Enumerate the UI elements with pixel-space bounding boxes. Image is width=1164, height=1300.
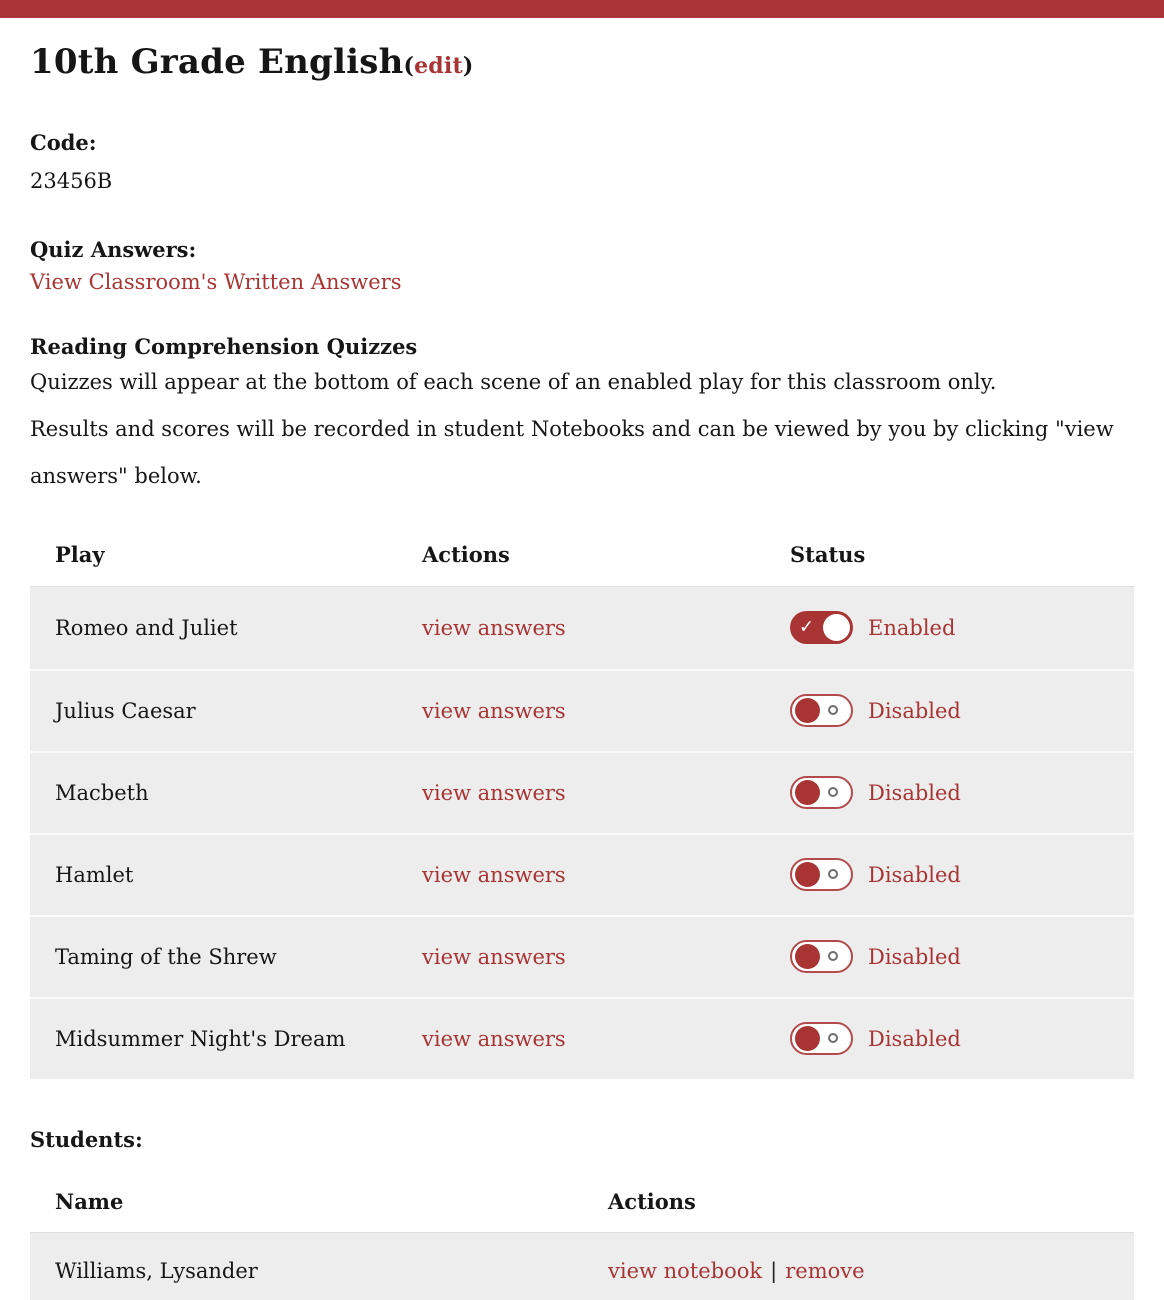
play-title: Taming of the Shrew: [55, 944, 277, 969]
description-line: Results and scores will be recorded in student Notebooks and can be viewed by you by clicking "view answers" below.: [30, 416, 1114, 488]
status-toggle[interactable]: [790, 611, 853, 644]
students-table-header: [30, 1172, 1134, 1232]
page-title: [30, 40, 1134, 86]
status-cell: [790, 776, 1134, 809]
plays-header-actions: Actions: [422, 542, 510, 568]
status-cell: [790, 611, 1134, 644]
status-toggle[interactable]: [790, 776, 853, 809]
view-answers-link[interactable]: view answers: [422, 698, 566, 723]
view-answers-link[interactable]: view answers: [422, 862, 566, 887]
classroom-title: 10th Grade English: [30, 42, 404, 82]
off-dot-icon: [828, 869, 838, 879]
toggle-knob: [795, 944, 820, 969]
plays-header-play: Play: [55, 542, 105, 568]
toggle-knob: [795, 862, 820, 887]
status-toggle[interactable]: [790, 940, 853, 973]
reading-quizzes-description: [30, 359, 1134, 500]
off-dot-icon: [828, 787, 838, 797]
status-label: Disabled: [868, 698, 961, 723]
remove-link[interactable]: remove: [785, 1258, 865, 1283]
quiz-answers-label: Quiz Answers:: [30, 236, 197, 262]
students-heading: Students:: [30, 1126, 143, 1152]
view-answers-link[interactable]: view answers: [422, 615, 566, 640]
student-name: Williams, Lysander: [55, 1258, 258, 1283]
status-cell: [790, 940, 1134, 973]
description-line: Quizzes will appear at the bottom of each scene of an enabled play for this classroom only.: [30, 369, 997, 394]
plays-table-body: [30, 586, 1134, 1079]
toggle-knob: [795, 780, 820, 805]
view-notebook-link[interactable]: view notebook: [608, 1258, 763, 1283]
plays-header-status: Status: [790, 542, 866, 568]
play-row: [30, 669, 1134, 751]
status-toggle[interactable]: [790, 1022, 853, 1055]
play-title: Romeo and Juliet: [55, 615, 238, 640]
view-classroom-answers-link[interactable]: View Classroom's Written Answers: [30, 269, 402, 294]
student-row: [30, 1233, 1134, 1300]
off-dot-icon: [828, 705, 838, 715]
play-row: [30, 751, 1134, 833]
off-dot-icon: [828, 1033, 838, 1043]
status-cell: [790, 858, 1134, 891]
play-row: [30, 587, 1134, 669]
edit-paren-open: (: [403, 53, 415, 79]
student-actions: [608, 1233, 1134, 1283]
top-accent-bar: [0, 0, 1164, 18]
toggle-knob: [795, 698, 820, 723]
status-label: Disabled: [868, 780, 961, 805]
page-content: [0, 40, 1164, 1300]
check-icon: ✓: [799, 616, 815, 638]
play-title: Midsummer Night's Dream: [55, 1026, 346, 1051]
view-answers-link[interactable]: view answers: [422, 780, 566, 805]
status-label: Enabled: [868, 615, 956, 640]
play-row: [30, 915, 1134, 997]
status-toggle[interactable]: [790, 694, 853, 727]
status-label: Disabled: [868, 944, 961, 969]
play-row: [30, 833, 1134, 915]
code-label: Code:: [30, 129, 97, 155]
edit-link[interactable]: edit: [414, 53, 463, 79]
reading-quizzes-heading: Reading Comprehension Quizzes: [30, 333, 418, 359]
edit-wrapper: [404, 53, 474, 79]
status-cell: [790, 1022, 1134, 1055]
play-title: Julius Caesar: [55, 698, 196, 723]
view-answers-link[interactable]: view answers: [422, 944, 566, 969]
edit-paren-close: ): [462, 53, 474, 79]
toggle-knob: [823, 614, 850, 641]
status-label: Disabled: [868, 862, 961, 887]
students-table-body: [30, 1232, 1134, 1300]
plays-table-header: [30, 524, 1134, 586]
off-dot-icon: [828, 951, 838, 961]
students-header-actions: Actions: [608, 1189, 696, 1215]
toggle-knob: [795, 1026, 820, 1051]
play-title: Hamlet: [55, 862, 134, 887]
actions-separator: |: [770, 1258, 778, 1283]
status-toggle[interactable]: [790, 858, 853, 891]
play-row: [30, 997, 1134, 1079]
play-title: Macbeth: [55, 780, 149, 805]
view-answers-link[interactable]: view answers: [422, 1026, 566, 1051]
status-label: Disabled: [868, 1026, 961, 1051]
code-value: 23456B: [30, 168, 113, 193]
students-header-name: Name: [55, 1189, 124, 1215]
status-cell: [790, 694, 1134, 727]
